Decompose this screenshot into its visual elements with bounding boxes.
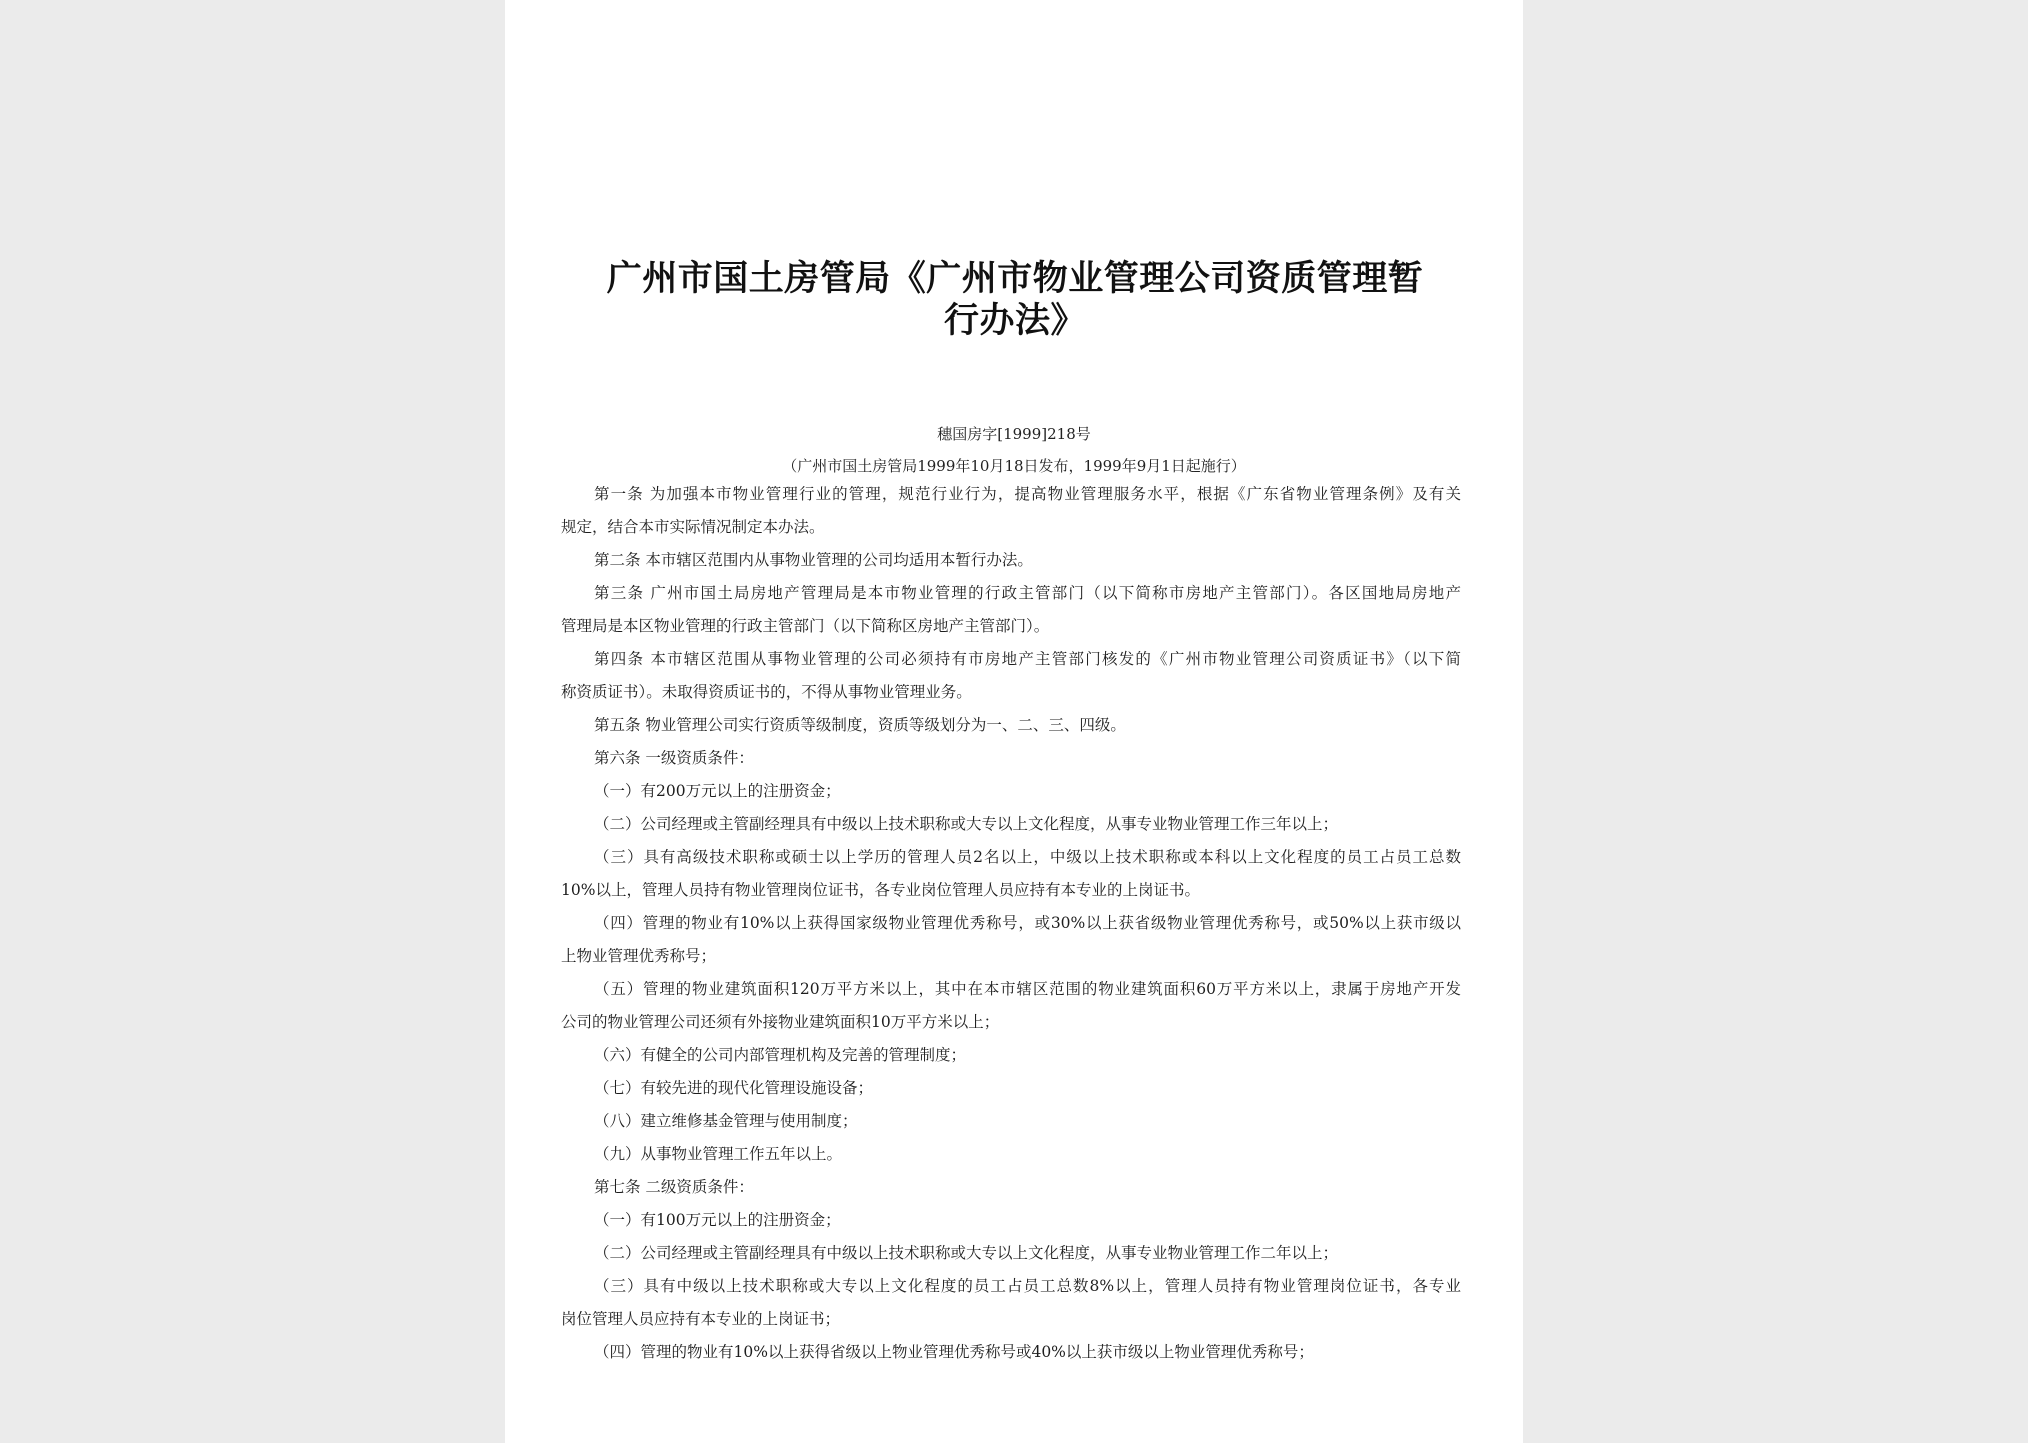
body-line: 管理局是本区物业管理的行政主管部门（以下简称区房地产主管部门）。 [561,617,1050,635]
title-line-2: 行办法》 [943,301,1086,341]
body-line: （六）有健全的公司内部管理机构及完善的管理制度； [594,1046,967,1064]
body-line: （四）管理的物业有10%以上获得国家级物业管理优秀称号，或30%以上获省级物业管理优秀称号，或50%以上获市级以 [594,914,1461,932]
body-line: （二）公司经理或主管副经理具有中级以上技术职称或大专以上文化程度，从事专业物业管理工作二年以上； [594,1244,1339,1262]
title-line-1: 广州市国土房管局《广州市物业管理公司资质管理暂 [606,259,1424,299]
body-line: （七）有较先进的现代化管理设施设备； [594,1079,874,1097]
body-line: （九）从事物业管理工作五年以上。 [594,1145,843,1163]
body-line: （一）有100万元以上的注册资金； [594,1211,841,1229]
body-line: （五）管理的物业建筑面积120万平方米以上，其中在本市辖区范围的物业建筑面积60万平方米以上，隶属于房地产开发 [594,980,1461,998]
body-line: 规定，结合本市实际情况制定本办法。 [561,518,825,536]
body-line: 第七条 二级资质条件： [594,1178,754,1196]
body-line: （二）公司经理或主管副经理具有中级以上技术职称或大专以上文化程度，从事专业物业管理工作三年以上； [594,815,1339,833]
body-line: 第二条 本市辖区范围内从事物业管理的公司均适用本暂行办法。 [594,551,1033,569]
body-line: 第三条 广州市国土局房地产管理局是本市物业管理的行政主管部门（以下简称市房地产主管部门）。各区国地局房地产 [594,584,1461,602]
body-line: 上物业管理优秀称号； [561,947,717,965]
issue-info: （广州市国土房管局1999年10月18日发布，1999年9月1日起施行） [782,457,1246,475]
body-line: 第四条 本市辖区范围从事物业管理的公司必须持有市房地产主管部门核发的《广州市物业管理公司资质证书》（以下简 [594,650,1461,668]
document-page [505,0,1523,1443]
body-line: 第一条 为加强本市物业管理行业的管理，规范行业行为，提高物业管理服务水平，根据《广东省物业管理条例》及有关 [594,485,1461,503]
body-line: 第六条 一级资质条件： [594,749,754,767]
body-line: 公司的物业管理公司还须有外接物业建筑面积10万平方米以上； [561,1013,1000,1031]
body-line: （三）具有高级技术职称或硕士以上学历的管理人员2名以上，中级以上技术职称或本科以上文化程度的员工占员工总数 [594,848,1461,866]
body-line: （四）管理的物业有10%以上获得省级以上物业管理优秀称号或40%以上获市级以上物业管理优秀称号； [594,1343,1314,1361]
body-line: （八）建立维修基金管理与使用制度； [594,1112,858,1130]
body-line: 称资质证书）。未取得资质证书的，不得从事物业管理业务。 [561,683,972,701]
document-title [600,258,1430,342]
body-line: （三）具有中级以上技术职称或大专以上文化程度的员工占员工总数8%以上，管理人员持有物业管理岗位证书，各专业 [594,1277,1461,1295]
body-line: （一）有200万元以上的注册资金； [594,782,841,800]
document-number: 穗国房字[1999]218号 [937,425,1091,443]
body-line: 岗位管理人员应持有本专业的上岗证书； [561,1310,841,1328]
body-line: 10%以上，管理人员持有物业管理岗位证书，各专业岗位管理人员应持有本专业的上岗证书。 [561,881,1200,899]
body-line: 第五条 物业管理公司实行资质等级制度，资质等级划分为一、二、三、四级。 [594,716,1126,734]
